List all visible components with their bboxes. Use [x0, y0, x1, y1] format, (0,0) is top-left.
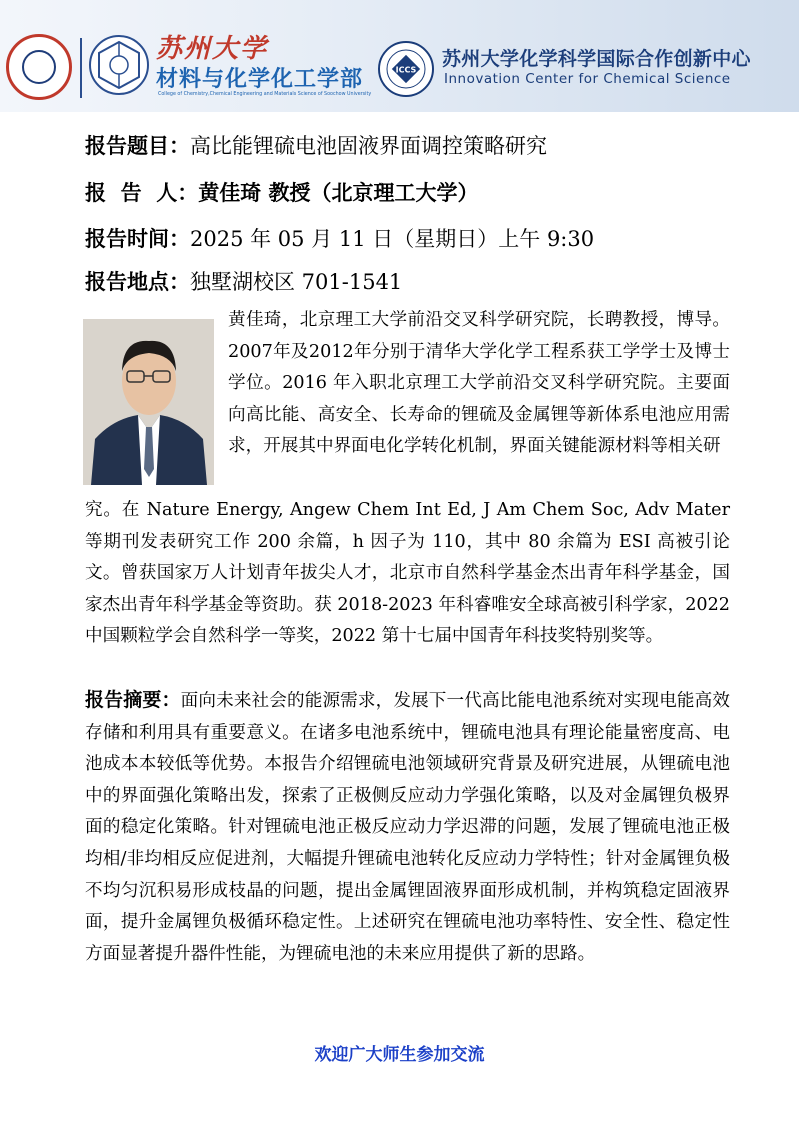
- abstract-paragraph: [85, 685, 730, 970]
- speaker-name: 黄佳琦: [198, 181, 262, 205]
- iccs-emblem-icon: [377, 40, 435, 98]
- iccs-badge-text: ICCS: [395, 65, 417, 75]
- report-title-value: 高比能锂硫电池固液界面调控策略研究: [190, 134, 547, 158]
- speaker-row: [85, 177, 479, 207]
- abstract-label: 报告摘要：: [85, 689, 181, 711]
- report-place-row: [85, 266, 402, 296]
- report-place-label: 报告地点：: [85, 270, 190, 294]
- speaker-label: 报 告 人：: [85, 181, 199, 205]
- center-name-en: Innovation Center for Chemical Science: [444, 71, 731, 87]
- report-time-row: [85, 223, 594, 253]
- speaker-photo: [83, 319, 214, 485]
- soochow-university-seal-icon: [6, 34, 72, 100]
- report-title-row: [85, 130, 547, 160]
- abstract-text: 面向未来社会的能源需求，发展下一代高比能电池系统对实现电能高效存储和利用具有重要意义。在诸多电池系统中，锂硫电池具有理论能量密度高、电池成本本较低等优势。本报告介绍锂硫电池领域研究背景及研究进展，从锂硫电池中的界面强化策略出发，探索了正极侧反应动力学强化策略，以及对金属锂负极界面的稳定化策略。针对锂硫电池正极反应动力学迟滞的问题，发展了锂硫电池正极均相/非均相反应促进剂，大幅提升锂硫电池转化反应动力学特性；针对金属锂负极不均匀沉积易形成枝晶的问题，提出金属锂固液界面形成机制，并构筑稳定固液界面，提升金属锂负极循环稳定性。上述研究在锂硫电池功率特性、安全性、稳定性方面显著提升器件性能，为锂硫电池的未来应用提供了新的思路。: [85, 691, 730, 964]
- welcome-message: 欢迎广大师生参加交流: [314, 1045, 485, 1065]
- report-time-label: 报告时间：: [85, 227, 190, 251]
- report-time-value: 2025 年 05 月 11 日（星期日）上午 9:30: [190, 227, 595, 251]
- header-banner: [0, 0, 799, 112]
- report-title-label: 报告题目：: [85, 134, 190, 158]
- college-emblem-icon: [88, 34, 150, 96]
- dept-name-en: College of Chemistry,Chemical Engineering and Materials Science of Soochow University: [158, 92, 372, 97]
- report-place-value: 独墅湖校区 701-1541: [190, 270, 403, 294]
- bio-paragraph-bottom: 究。在 Nature Energy, Angew Chem Int Ed, J Am Chem Soc, Adv Mater 等期刊发表研究工作 200 余篇，h 因子为 110，其中 80 余篇为 ESI 高被引论文。曾获国家万人计划青年拔尖人才，北京市自然科学基金杰出青年科学基金，国家杰出青年科学基金等资助。获 2018-2023 年科睿唯安全球高被引科学家，2022 中国颗粒学会自然科学一等奖，2022 第十七届中国青年科技奖特别奖等。: [85, 500, 730, 647]
- header-divider: [80, 38, 82, 98]
- center-name-cn: 苏州大学化学科学国际合作创新中心: [442, 48, 751, 70]
- suda-name-script: 苏州大学: [156, 34, 269, 64]
- speaker-affiliation: 教授（北京理工大学）: [261, 181, 479, 205]
- dept-name-cn: 材料与化学化工学部: [156, 67, 364, 92]
- bio-paragraph-top: 黄佳琦，北京理工大学前沿交叉科学研究院，长聘教授，博导。2007年及2012年分别于清华大学化学工程系获工学学士及博士学位。2016 年入职北京理工大学前沿交叉科学研究院。主要面向高比能、高安全、长寿命的锂硫及金属锂等新体系电池应用需求，开展其中界面电化学转化机制，界面关键能源材料等相关研: [228, 310, 730, 457]
